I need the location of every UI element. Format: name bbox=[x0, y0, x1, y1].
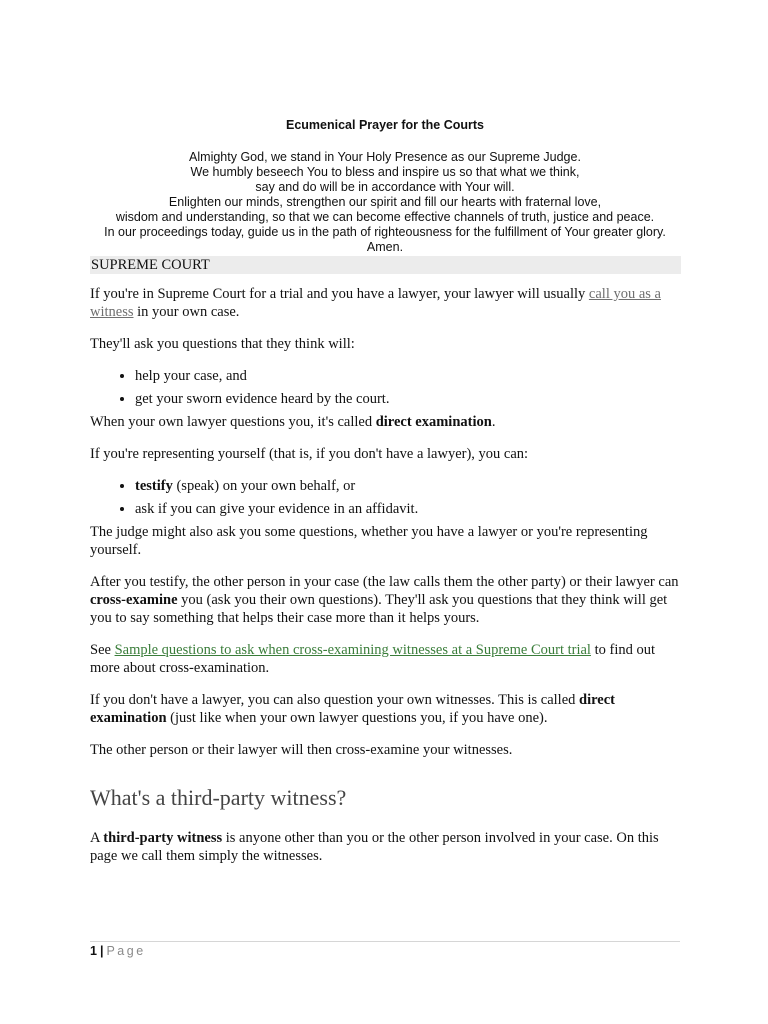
paragraph-third-party bbox=[90, 829, 680, 865]
prayer-line: Amen. bbox=[366, 240, 404, 254]
prayer-line: Enlighten our minds, strengthen our spirit and fill our hearts with fraternal love, bbox=[168, 195, 602, 209]
prayer-line: say and do will be in accordance with Your will. bbox=[255, 180, 515, 194]
paragraph-witness-intro bbox=[90, 285, 680, 321]
bullet-list-questions bbox=[90, 367, 680, 408]
sample-questions-link[interactable]: Sample questions to ask when cross-examining witnesses at a Supreme Court trial bbox=[114, 642, 591, 658]
text-run: See bbox=[90, 642, 115, 658]
text-run: (just like when your own lawyer questions you, if you have one). bbox=[166, 710, 548, 726]
footer-divider bbox=[90, 941, 680, 942]
text-run: is anyone other than you or the other person involved in your case. On this page we call them simply the witnesses. bbox=[90, 830, 659, 864]
paragraph-self-represent: If you're representing yourself (that is, if you don't have a lawyer), you can: bbox=[90, 446, 529, 462]
paragraph-questions: They'll ask you questions that they think will: bbox=[90, 336, 355, 352]
section-heading: SUPREME COURT bbox=[90, 256, 681, 274]
text-run: . bbox=[491, 414, 496, 430]
bold-term: third-party witness bbox=[103, 830, 223, 846]
page-number: 1 bbox=[90, 944, 97, 958]
paragraph-own-witnesses bbox=[90, 691, 680, 727]
bold-term: direct examination bbox=[375, 414, 492, 430]
prayer-line: We humbly beseech You to bless and inspire us so that what we think, bbox=[190, 165, 580, 179]
paragraph-see-link bbox=[90, 641, 680, 677]
list-item: • help your case, and bbox=[135, 367, 680, 385]
call-you-as-witness-link[interactable]: call you as a witness bbox=[90, 286, 661, 320]
bold-term: cross-examine bbox=[90, 592, 178, 608]
list-item: • ask if you can give your evidence in an affidavit. bbox=[135, 500, 680, 518]
prayer-line: In our proceedings today, guide us in the path of righteousness for the fulfillment of Your greater glory. bbox=[104, 225, 666, 239]
document-body bbox=[90, 285, 680, 879]
page-footer bbox=[90, 944, 146, 958]
paragraph-judge: The judge might also ask you some questions, whether you have a lawyer or you're representing yourself. bbox=[90, 524, 648, 558]
text-run: If you're in Supreme Court for a trial and you have a lawyer, your lawyer will usually bbox=[90, 286, 589, 302]
bold-term: testify bbox=[135, 478, 173, 494]
paragraph-cross-exam bbox=[90, 573, 680, 627]
bold-term: direct examination bbox=[90, 692, 615, 726]
list-item bbox=[135, 477, 680, 495]
text-run: After you testify, the other person in your case (the law calls them the other party) or their lawyer can bbox=[90, 574, 679, 590]
text-run: to find out more about cross-examination. bbox=[90, 642, 656, 676]
text-run: When your own lawyer questions you, it's called bbox=[90, 414, 376, 430]
text-run: in your own case. bbox=[133, 304, 240, 320]
list-item: • get your sworn evidence heard by the court. bbox=[135, 390, 680, 408]
paragraph-direct-exam bbox=[90, 413, 680, 431]
text-run: A bbox=[90, 830, 104, 846]
prayer-line: Almighty God, we stand in Your Holy Presence as our Supreme Judge. bbox=[189, 150, 581, 164]
bullet-list-self bbox=[90, 477, 680, 518]
text-run: (speak) on your own behalf, or bbox=[172, 478, 356, 494]
subheading-third-party: What's a third-party witness? bbox=[90, 785, 347, 810]
page-label: Page bbox=[106, 944, 146, 958]
prayer-line: wisdom and understanding, so that we can become effective channels of truth, justice and peace. bbox=[115, 210, 655, 224]
prayer-block bbox=[90, 118, 680, 255]
text-run: If you don't have a lawyer, you can also question your own witnesses. This is called bbox=[90, 692, 580, 708]
paragraph-other-person: The other person or their lawyer will then cross-examine your witnesses. bbox=[90, 742, 513, 758]
footer-separator: | bbox=[99, 944, 104, 958]
prayer-title: Ecumenical Prayer for the Courts bbox=[286, 118, 484, 132]
text-run: you (ask you their own questions). They'll ask you questions that they think will get you to say something that helps their case more than it helps yours. bbox=[90, 592, 668, 626]
